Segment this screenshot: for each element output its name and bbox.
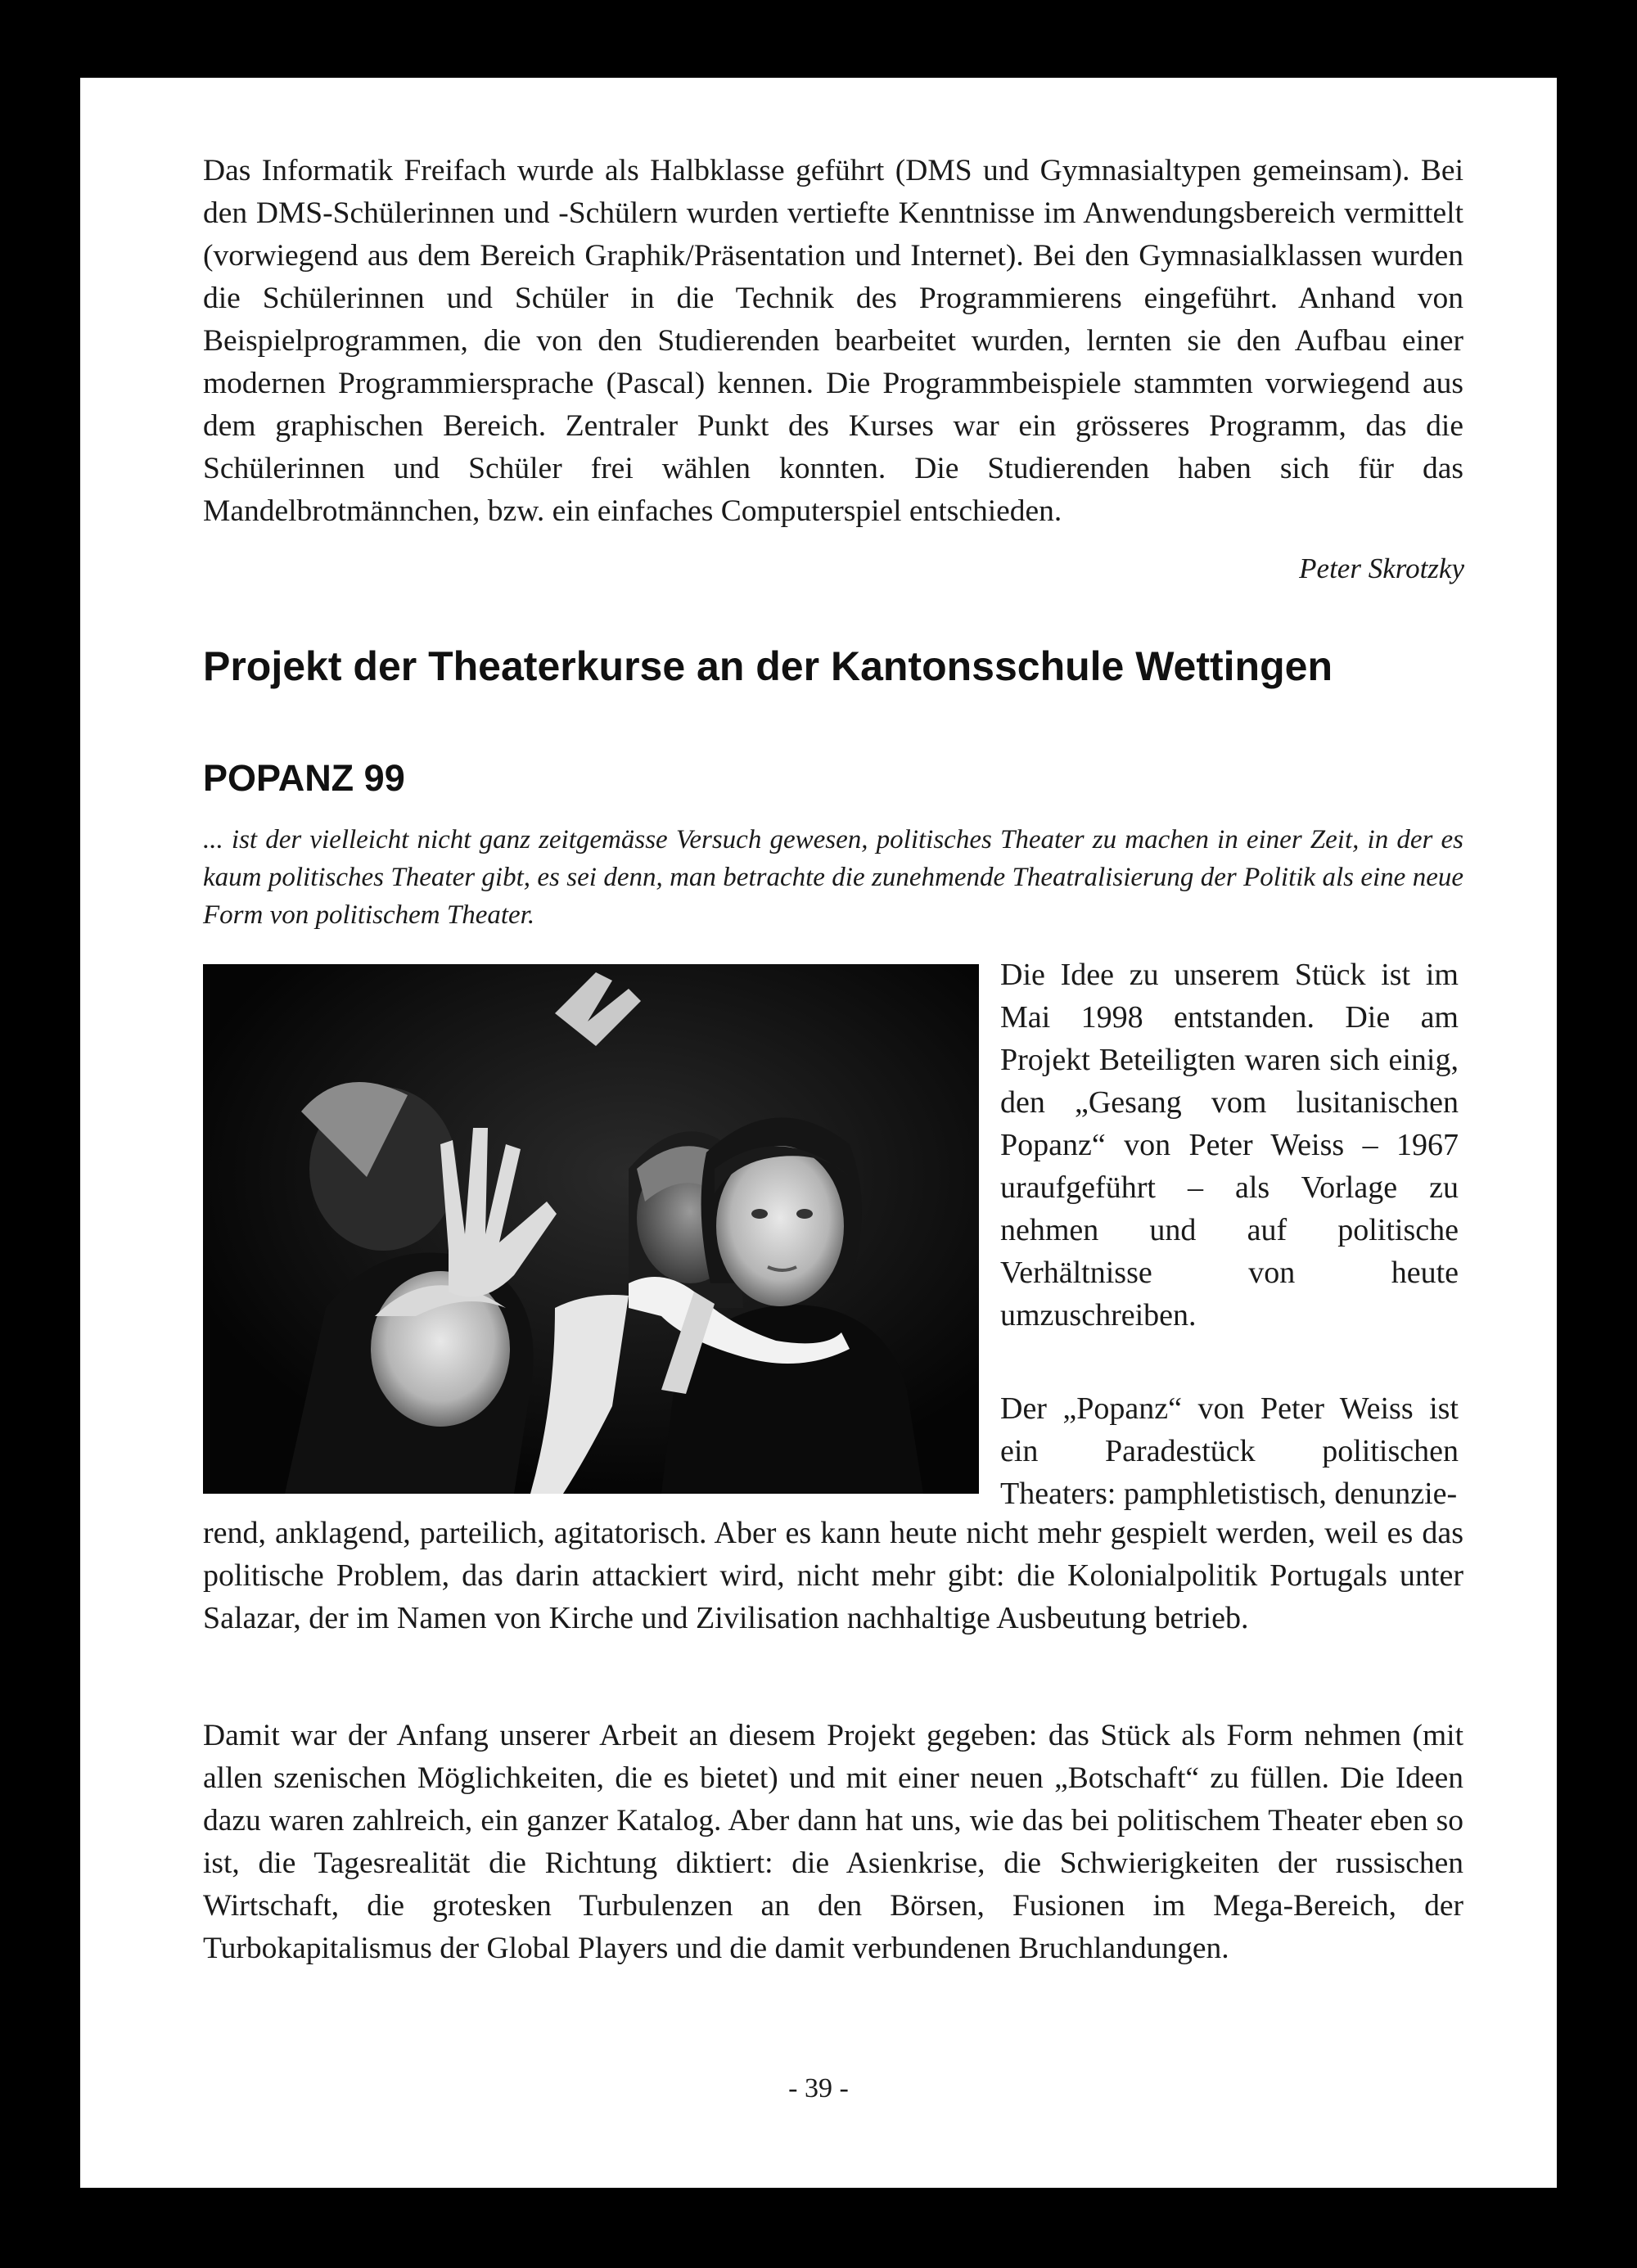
document-page xyxy=(80,78,1557,2188)
article-subtitle: POPANZ 99 xyxy=(203,757,405,799)
theater-photo xyxy=(203,964,979,1494)
article-title: Projekt der Theaterkurse an der Kantonsschule Wettingen xyxy=(203,643,1333,689)
intro-paragraph: Das Informatik Freifach wurde als Halbklasse geführt (DMS und Gymnasialtypen gemeinsam). Bei den DMS-Schülerinnen und -Schülern wurden vertiefte Kenntnisse im Anwendungsbereich vermittelt (vorwiegend aus dem Bereich Graphik/Präsentation und Internet). Bei den Gymnasialklassen wurden die Schülerinnen und Schüler in die Technik des Programmierens eingeführt. Anhand von Beispielprogrammen, die von den Studierenden bearbeitet wurden, lernten sie den Aufbau einer modernen Programmiersprache (Pascal) kennen. Die Programmbeispiele stammten vorwiegend aus dem graphischen Bereich. Zentraler Punkt des Kurses war ein grösseres Programm, das die Schülerinnen und Schüler frei wählen konnten. Die Studierenden haben sich für das Mandelbrotmännchen, bzw. ein einfaches Computerspiel entschieden. xyxy=(203,154,1463,528)
page-number: - 39 - xyxy=(788,2073,849,2103)
side-paragraph-2: Der „Popanz“ von Peter Weiss ist ein Paradestück politischen Theaters: pamphletistisch, denunzie- xyxy=(1000,1391,1459,1511)
theater-photo-drawing xyxy=(203,964,979,1494)
side-paragraph-1: Die Idee zu unserem Stück ist im Mai 1998 entstanden. Die am Projekt Beteiligten waren sich einig, den „Gesang vom lusitanischen Popanz“ von Peter Weiss – 1967 uraufgeführt – als Vorlage zu nehmen und auf politische Verhältnisse von heute umzuschreiben. xyxy=(1000,958,1459,1332)
intro-author: Peter Skrotzky xyxy=(1299,552,1464,584)
paragraph-continuation: rend, anklagend, parteilich, agitatorisch. Aber es kann heute nicht mehr gespielt werden, weil es das politische Problem, das darin attackiert wird, nicht mehr gibt: die Kolonialpolitik Portugals unter Salazar, der im Namen von Kirche und Zivilisation nachhaltige Ausbeutung betrieb. xyxy=(203,1516,1463,1635)
body-paragraph-2: Damit war der Anfang unserer Arbeit an diesem Projekt gegeben: das Stück als Form nehmen (mit allen szenischen Möglichkeiten, die es bietet) und mit einer neuen „Botschaft“ zu füllen. Die Ideen dazu waren zahlreich, ein ganzer Katalog. Aber dann hat uns, wie das bei politischem Theater eben so ist, die Tagesrealität die Richtung diktiert: die Asienkrise, die Schwierigkeiten der russischen Wirtschaft, die grotesken Turbulenzen an den Börsen, Fusionen im Mega-Bereich, der Turbokapitalismus der Global Players und die damit verbundenen Bruchlandungen. xyxy=(203,1719,1463,1965)
article-lead: ... ist der vielleicht nicht ganz zeitgemässe Versuch gewesen, politisches Theater zu machen in einer Zeit, in der es kaum politisches Theater gibt, es sei denn, man betrachte die zunehmende Theatralisierung der Politik als eine neue Form von politischem Theater. xyxy=(203,825,1463,930)
